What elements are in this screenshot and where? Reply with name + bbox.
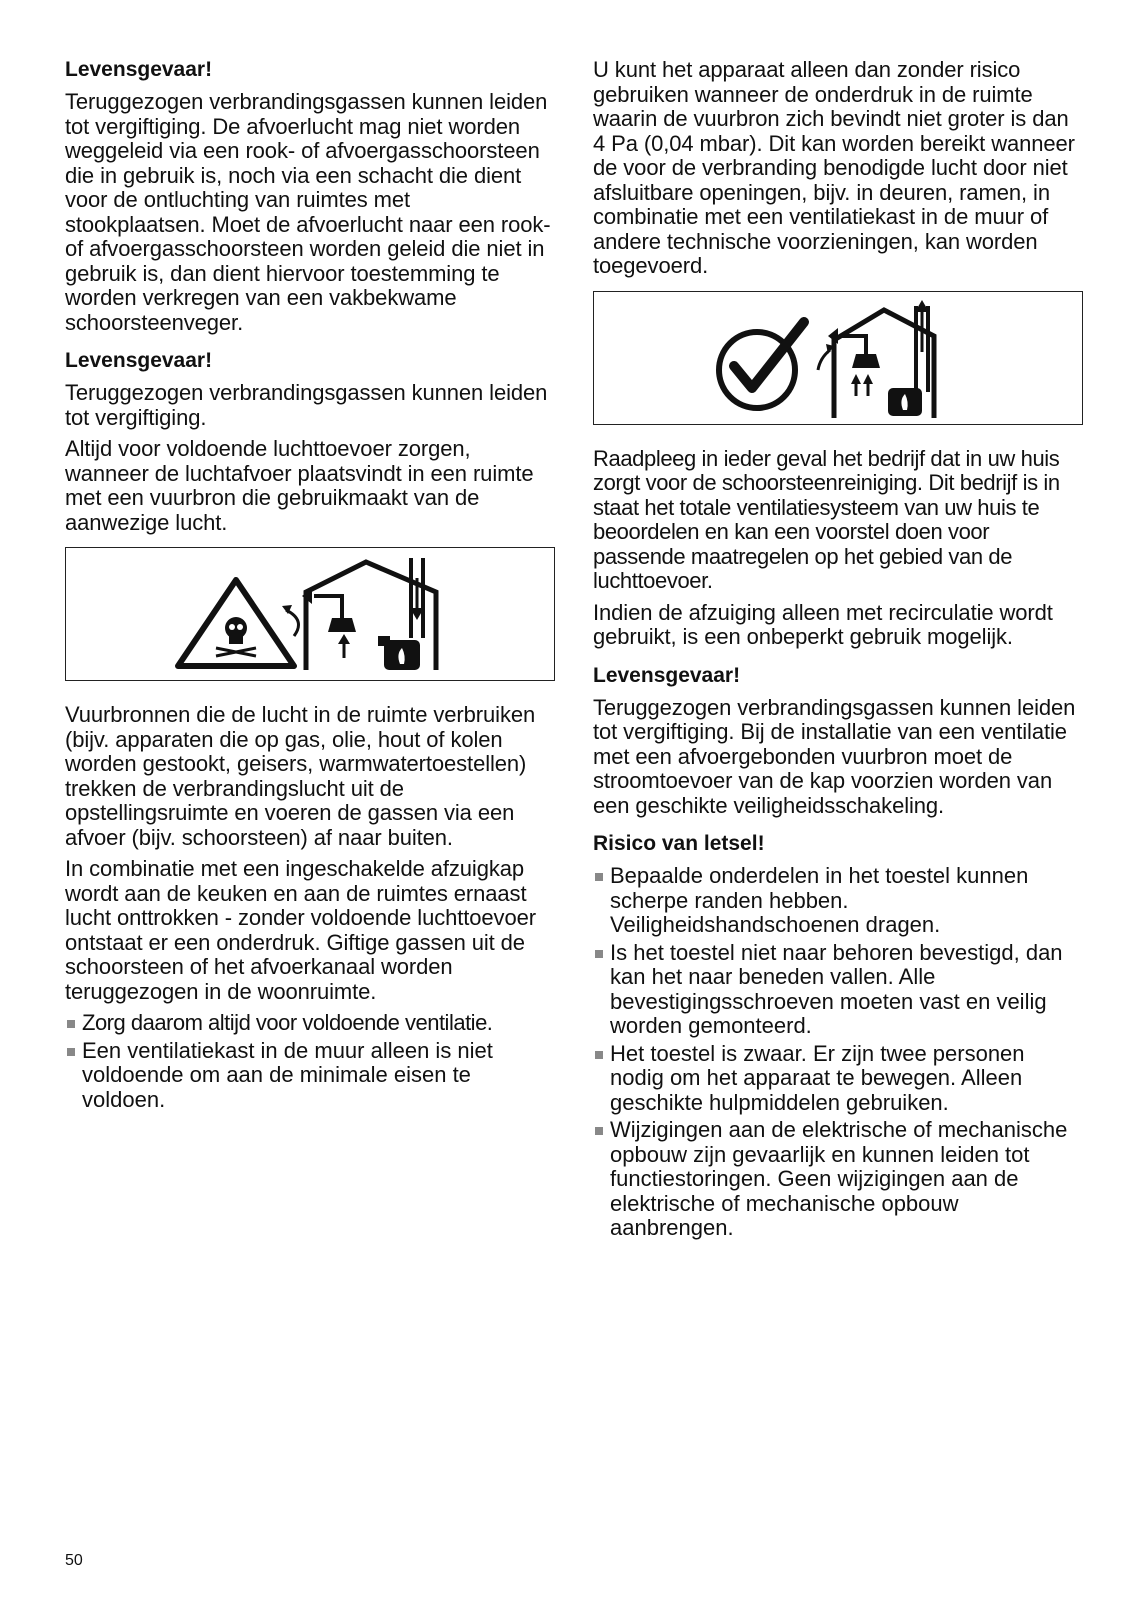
figure-ok — [593, 291, 1083, 425]
list-item: Zorg daarom altijd voor voldoende ventilatie. — [65, 1011, 555, 1036]
bullet-square-icon — [67, 1048, 75, 1056]
paragraph: Teruggezogen verbrandingsgassen kunnen leiden tot vergiftiging. De afvoerlucht mag niet worden weggeleid via een rook- of afvoergasschoorsteen die in gebruik is, noch via een schacht die dient voor de ontluchting van ruimtes met stookplaatsen. Moet de afvoerlucht naar een rook- of afvoergasschoorsteen worden geleid die niet in gebruik is, dan dient hiervoor toestemming te worden verkregen van een vakbekwame schoorsteenveger. — [65, 89, 551, 335]
list-item: Wijzigingen aan de elektrische of mechanische opbouw zijn gevaarlijk en kunnen leiden tot functiestoringen. Geen wijzigingen aan de elektrische of mechanische opbouw aanbrengen. — [593, 1118, 1083, 1241]
figure-warning — [65, 547, 555, 681]
right-column — [593, 58, 1083, 1247]
paragraph: Altijd voor voldoende luchttoevoer zorgen, wanneer de luchtafvoer plaatsvindt in een ruimte met een vuurbron die gebruikmaakt van de aanwezige lucht. — [65, 436, 534, 535]
paragraph: Teruggezogen verbrandingsgassen kunnen leiden tot vergiftiging. — [65, 380, 548, 430]
warning-heading: Levensgevaar! — [593, 663, 741, 687]
bullet-list — [65, 1011, 555, 1112]
injury-heading: Risico van letsel! — [593, 832, 765, 855]
bullet-square-icon — [595, 873, 603, 881]
bullet-list — [593, 864, 1083, 1241]
page-number: 50 — [65, 1552, 83, 1569]
left-column — [65, 58, 555, 1118]
paragraph: U kunt het apparaat alleen dan zonder risico gebruiken wanneer de onderdruk in de ruimte waarin de vuurbron zich bevindt niet groter is dan 4 Pa (0,04 mbar). Dit kan worden bereikt wanneer de voor de verbranding benodigde lucht door niet afsluitbare openingen, bijv. in deuren, ramen, in combinatie met een ventilatiekast in de muur of andere technische voorzieningen, kan worden toegevoerd. — [593, 57, 1075, 278]
warning-heading: Levensgevaar! — [65, 349, 213, 372]
list-item: Is het toestel niet naar behoren bevestigd, dan kan het naar beneden vallen. Alle bevestigingsschroeven moeten vast en veilig worden gemonteerd. — [593, 941, 1083, 1039]
paragraph: Teruggezogen verbrandingsgassen kunnen leiden tot vergiftiging. Bij de installatie van een ventilatie met een afvoergebonden vuurbron moet de stroomtoevoer van de kap voorzien worden van een geschikte veiligheidsschakeling. — [593, 694, 1076, 818]
paragraph: Vuurbronnen die de lucht in de ruimte verbruiken (bijv. apparaten die op gas, olie, hout of kolen worden gestookt, geisers, warmwatertoestellen) trekken de verbrandingslucht uit de opstellingsruimte en voeren de gassen via een afvoer (bijv. schoorsteen) af naar buiten. — [65, 702, 536, 850]
skull-warning-icon — [66, 548, 538, 678]
list-item: Bepaalde onderdelen in het toestel kunnen scherpe randen hebben. Veiligheidshandschoenen dragen. — [593, 864, 1083, 938]
checkmark-circle-icon — [594, 292, 1094, 422]
bullet-square-icon — [67, 1020, 75, 1028]
list-item: Een ventilatiekast in de muur alleen is niet voldoende om aan de minimale eisen te voldoen. — [65, 1039, 555, 1113]
bullet-square-icon — [595, 1051, 603, 1059]
paragraph: Indien de afzuiging alleen met recirculatie wordt gebruikt, is een onbeperkt gebruik mogelijk. — [593, 599, 1053, 649]
paragraph: Raadpleeg in ieder geval het bedrijf dat in uw huis zorgt voor de schoorsteenreiniging. Dit bedrijf is in staat het totale ventilatiesysteem van uw huis te beoordelen en kan een voorstel doen voor passende maatregelen op het gebied van de luchttoevoer. — [593, 445, 1060, 593]
bullet-square-icon — [595, 950, 603, 958]
bullet-square-icon — [595, 1127, 603, 1135]
warning-heading: Levensgevaar! — [65, 58, 213, 81]
paragraph: In combinatie met een ingeschakelde afzuigkap wordt aan de keuken en aan de ruimtes ernaast lucht onttrokken - zonder voldoende luchttoevoer ontstaat er een onderdruk. Giftige gassen uit de schoorsteen of het afvoerkanaal worden teruggezogen in de woonruimte. — [65, 856, 536, 1004]
list-item: Het toestel is zwaar. Er zijn twee personen nodig om het apparaat te bewegen. Alleen geschikte hulpmiddelen gebruiken. — [593, 1042, 1083, 1116]
